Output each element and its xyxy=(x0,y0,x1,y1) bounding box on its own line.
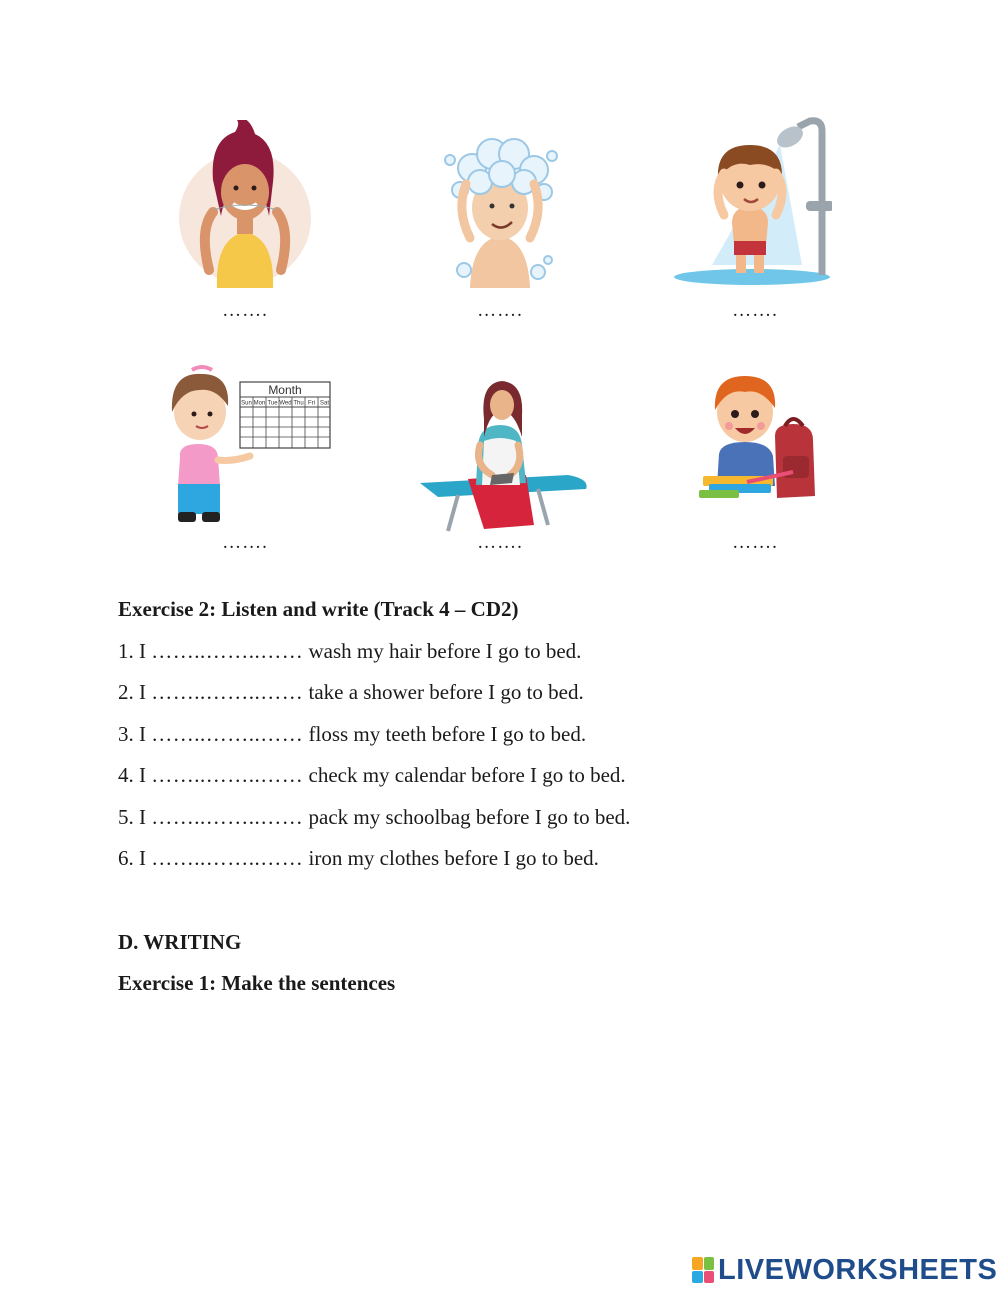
answer-gap-6[interactable]: ……..……..…… xyxy=(151,846,304,870)
item-text: wash my hair before I go to bed. xyxy=(308,639,582,663)
picture-pack-schoolbag xyxy=(695,370,820,510)
answer-gap-3[interactable]: ……..……..…… xyxy=(151,722,304,746)
picture-wash-hair xyxy=(420,120,580,290)
item-number: 6. I xyxy=(118,846,146,870)
exercise-2-item-1 xyxy=(118,639,581,664)
girl-checking-calendar-icon xyxy=(158,360,333,530)
boy-taking-shower-icon xyxy=(672,115,832,285)
answer-blank-2[interactable]: ……. xyxy=(477,300,523,321)
calendar-day-label: Wed xyxy=(279,400,292,407)
exercise-2-item-5 xyxy=(118,805,630,830)
picture-floss-teeth xyxy=(165,120,325,290)
calendar-day-label: Sun xyxy=(241,400,252,407)
calendar-day-label: Thu xyxy=(293,400,304,407)
item-text: pack my schoolbag before I go to bed. xyxy=(308,805,631,829)
section-d-title: D. WRITING xyxy=(118,930,242,954)
item-number: 3. I xyxy=(118,722,146,746)
answer-blank-1[interactable]: ……. xyxy=(222,300,268,321)
calendar-day-label: Sat xyxy=(319,400,330,407)
liveworksheets-logo-text: LIVEWORKSHEETS xyxy=(718,1253,998,1286)
calendar-day-label: Fri xyxy=(308,400,315,407)
item-text: floss my teeth before I go to bed. xyxy=(308,722,587,746)
item-text: check my calendar before I go to bed. xyxy=(308,763,626,787)
woman-ironing-clothes-icon xyxy=(418,370,590,540)
item-number: 5. I xyxy=(118,805,146,829)
exercise-2-title: Exercise 2: Listen and write (Track 4 – CD2) xyxy=(118,597,519,621)
item-text: take a shower before I go to bed. xyxy=(308,680,584,704)
child-washing-hair-icon xyxy=(420,120,580,290)
picture-check-calendar xyxy=(158,360,333,530)
exercise-2-item-6 xyxy=(118,846,599,871)
answer-blank-5[interactable]: ……. xyxy=(477,532,523,553)
answer-gap-2[interactable]: ……..……..…… xyxy=(151,680,304,704)
calendar-day-label: Mon xyxy=(253,400,266,407)
answer-blank-3[interactable]: ……. xyxy=(732,300,778,321)
answer-blank-6[interactable]: ……. xyxy=(732,532,778,553)
boy-packing-schoolbag-icon xyxy=(695,370,820,510)
answer-gap-1[interactable]: ……..……..…… xyxy=(151,639,304,663)
picture-iron-clothes xyxy=(418,370,590,540)
answer-gap-5[interactable]: ……..……..…… xyxy=(151,805,304,829)
liveworksheets-logo-icon xyxy=(692,1257,714,1283)
exercise-1-title: Exercise 1: Make the sentences xyxy=(118,971,396,995)
answer-gap-4[interactable]: ……..……..…… xyxy=(151,763,304,787)
item-text: iron my clothes before I go to bed. xyxy=(308,846,599,870)
girl-flossing-teeth-icon xyxy=(165,120,325,290)
liveworksheets-logo[interactable] xyxy=(692,1254,997,1286)
calendar-month-label: Month xyxy=(268,383,302,397)
item-number: 2. I xyxy=(118,680,146,704)
exercise-2-item-3 xyxy=(118,722,586,747)
answer-blank-4[interactable]: ……. xyxy=(222,532,268,553)
exercise-2-item-2 xyxy=(118,680,584,705)
item-number: 4. I xyxy=(118,763,146,787)
item-number: 1. I xyxy=(118,639,146,663)
picture-take-shower xyxy=(672,115,832,285)
calendar-day-label: Tue xyxy=(267,400,278,407)
exercise-2-item-4 xyxy=(118,763,626,788)
